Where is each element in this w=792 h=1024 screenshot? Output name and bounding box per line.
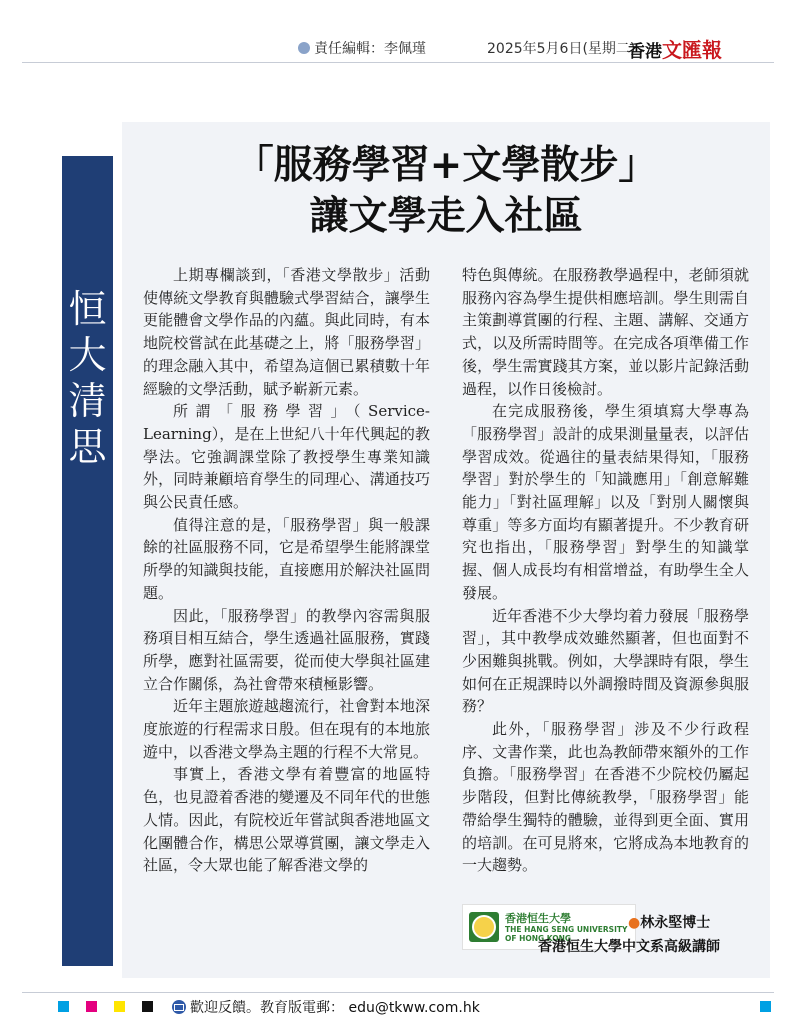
feedback-text: 歡迎反饋。教育版電郵： edu@tkww.com.hk xyxy=(190,1000,480,1016)
author-title: 香港恒生大學中文系高級講師 xyxy=(538,939,720,955)
magenta-swatch xyxy=(86,1001,97,1012)
body-column-right xyxy=(462,264,749,877)
paragraph: 上期專欄談到，「香港文學散步」活動使傳統文學教育與體驗式學習結合，讓學生更能體會文學作品的內蘊。與此同時，有本地院校嘗試在此基礎之上，將「服務學習」的理念融入其中，希望為這個已累積數十年經驗的文學活動，賦予嶄新元素。 xyxy=(143,266,430,398)
column-name-char: 恒 xyxy=(68,287,107,331)
university-seal-icon xyxy=(469,912,499,942)
university-name-en-2: OF HONG KONG xyxy=(505,933,572,943)
black-swatch xyxy=(142,1001,153,1012)
paragraph: 因此，「服務學習」的教學內容需與服務項目相互結合，學生透過社區服務，實踐所學，應對社區需要，從而使大學與社區建立合作關係，為社會帶來積極影響。 xyxy=(143,606,430,693)
title-line-2: 讓文學走入社區 xyxy=(309,194,583,239)
paragraph: 此外，「服務學習」涉及不少行政程序、文書作業，此也為教師帶來額外的工作負擔。「服務學習」在香港不少院校仍屬起步階段，但對比傳統教學，「服務學習」能帶給學生獨特的體驗，並得到更全面、實用的培訓。在可見將來，它將成為本地教育的一大趨勢。 xyxy=(462,720,749,875)
issue-date: 2025年5月6日(星期二) xyxy=(487,41,636,57)
yellow-swatch xyxy=(114,1001,125,1012)
bullet-icon xyxy=(298,42,310,54)
masthead-logo: 文匯報 xyxy=(662,38,722,62)
page-header xyxy=(0,0,792,60)
paragraph: 所謂「服務學習」（Service-Learning），是在上世紀八十年代興起的教學法。它強調課堂除了教授學生專業知識外，同時兼顧培育學生的同理心、溝通技巧與公民責任感。 xyxy=(143,402,430,512)
editor-credit xyxy=(298,38,426,58)
column-name-char: 思 xyxy=(68,425,107,469)
column-name xyxy=(62,286,113,470)
column-name-char: 清 xyxy=(68,379,107,423)
author-name-text: 林永堅博士 xyxy=(640,915,711,931)
paragraph: 近年香港不少大學均着力發展「服務學習」，其中教學成效雖然顯著，但也面對不少困難與挑戰。例如，大學課時有限，學生如何在正規課時以外調撥時間及資源參與服務？ xyxy=(462,606,749,716)
column-sidebar xyxy=(62,156,113,966)
paragraph: 特色與傳統。在服務教學過程中，老師須就服務內容為學生提供相應培訓。學生則需自主策劃導賞團的行程、主題、講解、交通方式，以及所需時間等。在完成各項準備工作後，學生需實踐其方案，並以影片記錄活動過程，以作日後檢討。 xyxy=(462,266,749,398)
feedback-line xyxy=(172,997,480,1017)
masthead-prefix: 香港 xyxy=(628,42,662,62)
cyan-swatch xyxy=(58,1001,69,1012)
paragraph: 在完成服務後，學生須填寫大學專為「服務學習」設計的成果測量量表，以評估學習成效。從過往的量表結果得知，「服務學習」對於學生的「知識應用」「創意解難能力」「對社區理解」以及「對別人關懷與尊重」等多方面均有顯著提升。不少教育研究也指出，「服務學習」對學生的知識掌握、個人成長均有相當增益，有助學生全人發展。 xyxy=(462,402,749,602)
newspaper-masthead xyxy=(628,34,722,63)
article-title xyxy=(122,140,770,242)
mail-icon xyxy=(172,1000,186,1014)
title-line-1: 「服務學習+文學散步」 xyxy=(234,143,658,188)
editor-text: 責任編輯：李佩瑾 xyxy=(314,41,426,57)
paragraph: 值得注意的是，「服務學習」與一般課餘的社區服務不同，它是希望學生能將課堂所學的知識與技能，直接應用於解決社區問題。 xyxy=(143,515,430,602)
paragraph: 近年主題旅遊越趨流行，社會對本地深度旅遊的行程需求日殷。但在現有的本地旅遊中，以香港文學為主題的行程不大常見。 xyxy=(143,697,430,761)
bullet-icon: ● xyxy=(628,915,641,931)
header-divider xyxy=(22,62,774,63)
footer-divider xyxy=(22,992,774,993)
body-column-left xyxy=(143,264,430,877)
paragraph: 事實上，香港文學有着豐富的地區特色，也見證着香港的變遷及不同年代的世態人情。因此，有院校近年嘗試與香港地區文化團體合作，構思公眾導賞團，讓文學走入社區，令大眾也能了解香港文學的 xyxy=(143,765,430,875)
university-name-en-1: THE HANG SENG UNIVERSITY xyxy=(505,924,628,934)
author-name xyxy=(628,912,710,932)
column-name-char: 大 xyxy=(68,333,107,377)
cyan-swatch-right xyxy=(760,1001,771,1012)
university-name-cn: 香港恒生大學 xyxy=(505,911,571,925)
